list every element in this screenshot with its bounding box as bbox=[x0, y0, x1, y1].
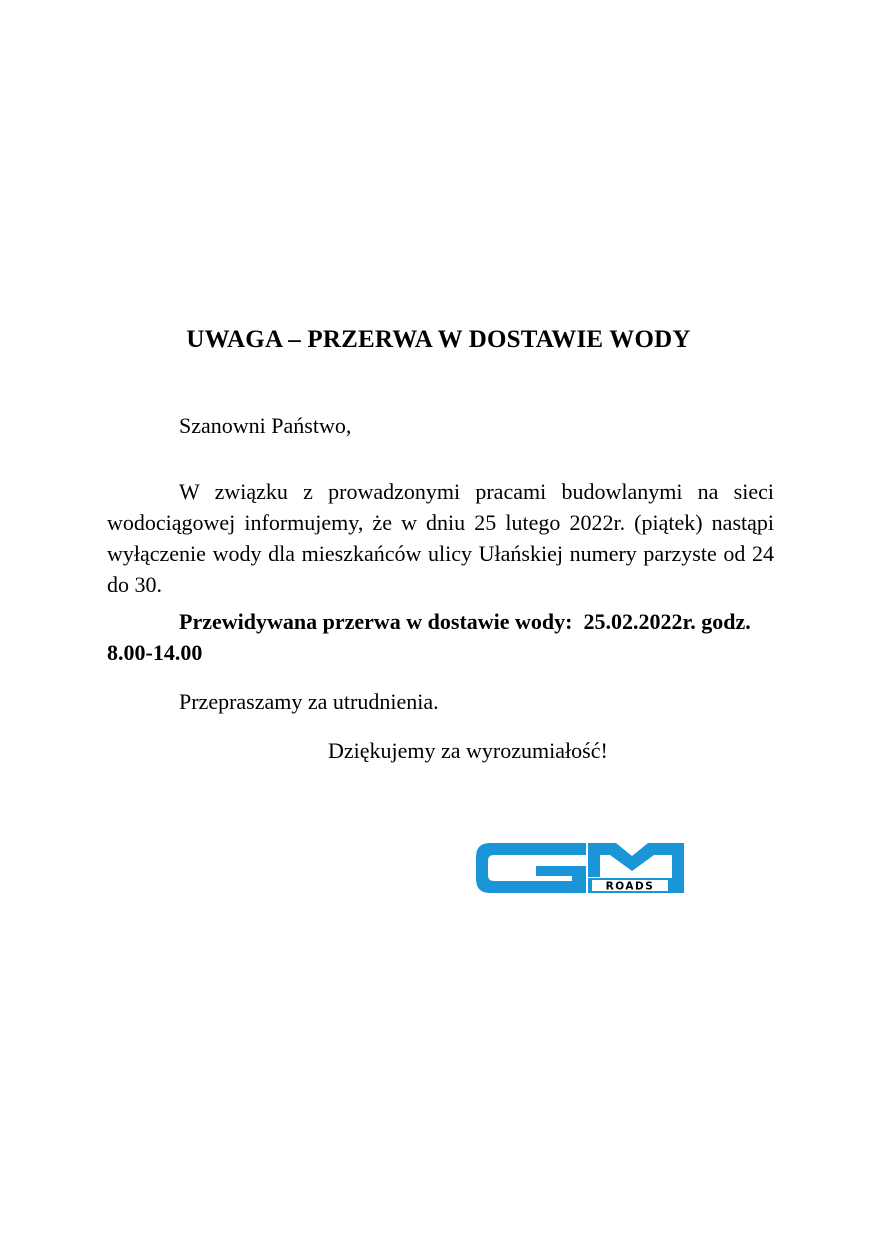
salutation: Szanowni Państwo, bbox=[179, 413, 352, 438]
logo-roads-text: ROADS bbox=[605, 880, 655, 893]
notice-title: UWAGA – PRZERWA W DOSTAWIE WODY bbox=[186, 326, 691, 353]
interruption-details: Przewidywana przerwa w dostawie wody: 25.02.2022r. godz. 8.00-14.00 bbox=[107, 609, 757, 665]
notice-paragraph: W związku z prowadzonymi pracami budowlanymi na sieci wodociągowej informujemy, że w dniu 25 lutego 2022r. (piątek) nastąpi wyłączenie wody dla mieszkańców ulicy Ułańskiej numery parzyste od 24 do 30. bbox=[107, 479, 774, 597]
logo-letter-g bbox=[476, 843, 586, 893]
thanks-text: Dziękujemy za wyrozumiałość! bbox=[328, 738, 608, 763]
apology-text: Przepraszamy za utrudnienia. bbox=[179, 689, 439, 714]
gm-roads-logo bbox=[476, 843, 684, 893]
